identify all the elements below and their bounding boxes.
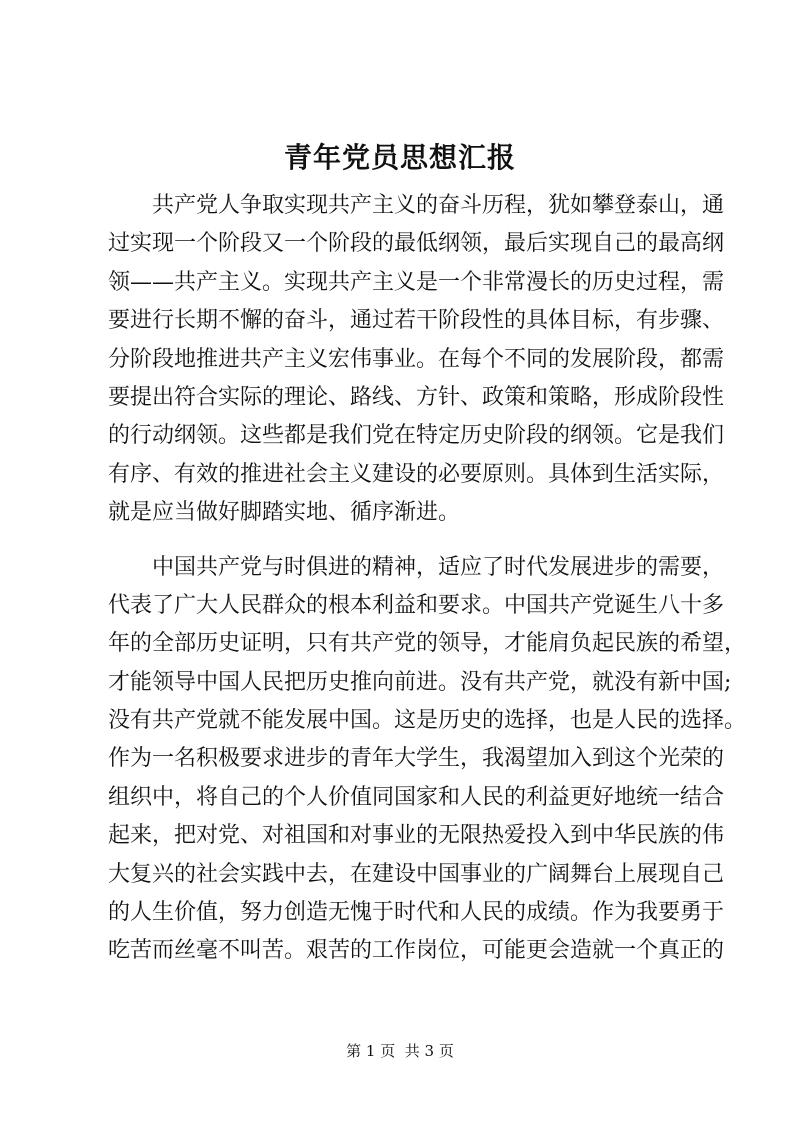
paragraph-line: 领——共产主义。实现共产主义是一个非常漫长的历史过程，需 — [108, 269, 725, 295]
paragraph-line: 就是应当做好脚踏实地、循序渐进。 — [108, 500, 461, 526]
paragraph-line: 过实现一个阶段又一个阶段的最低纲领，最后实现自己的最高纲 — [108, 231, 725, 257]
paragraph-1 — [108, 187, 725, 533]
page-footer: 第 1 页 共 3 页 — [346, 1042, 454, 1060]
paragraph-line: 分阶段地推进共产主义宏伟事业。在每个不同的发展阶段，都需 — [108, 346, 725, 372]
paragraph-line: 有序、有效的推进社会主义建设的必要原则。具体到生活实际， — [108, 461, 725, 487]
paragraph-2 — [108, 549, 747, 971]
paragraph-line: 组织中，将自己的个人价值同国家和人民的利益更好地统一结合 — [108, 784, 725, 810]
paragraph-line: 才能领导中国人民把历史推向前进。没有共产党，就没有新中国; — [108, 669, 732, 695]
paragraph-line: 作为一名积极要求进步的青年大学生，我渴望加入到这个光荣的 — [108, 746, 725, 772]
paragraph-line: 没有共产党就不能发展中国。这是历史的选择，也是人民的选择。 — [108, 708, 747, 734]
paragraph-line: 的行动纲领。这些都是我们党在特定历史阶段的纲领。它是我们 — [108, 423, 725, 449]
document-title: 青年党员思想汇报 — [283, 141, 516, 174]
paragraph-line: 吃苦而丝毫不叫苦。艰苦的工作岗位，可能更会造就一个真正的 — [108, 938, 725, 964]
paragraph-line: 的人生价值，努力创造无愧于时代和人民的成绩。作为我要勇于 — [108, 900, 725, 926]
paragraph-line: 大复兴的社会实践中去，在建设中国事业的广阔舞台上展现自己 — [108, 861, 725, 887]
paragraph-line: 共产党人争取实现共产主义的奋斗历程，犹如攀登泰山，通 — [152, 193, 725, 218]
paragraph-line: 要提出符合实际的理论、路线、方针、政策和策略，形成阶段性 — [108, 384, 725, 410]
paragraph-spacer — [108, 533, 708, 549]
paragraph-line: 起来，把对党、对祖国和对事业的无限热爱投入到中华民族的伟 — [108, 823, 725, 849]
document-body — [108, 187, 747, 971]
paragraph-line: 要进行长期不懈的奋斗，通过若干阶段性的具体目标，有步骤、 — [108, 308, 725, 334]
paragraph-line: 年的全部历史证明，只有共产党的领导，才能肩负起民族的希望， — [108, 631, 747, 657]
paragraph-line: 代表了广大人民群众的根本利益和要求。中国共产党诞生八十多 — [108, 592, 725, 618]
paragraph-line: 中国共产党与时俱进的精神，适应了时代发展进步的需要， — [152, 554, 725, 580]
